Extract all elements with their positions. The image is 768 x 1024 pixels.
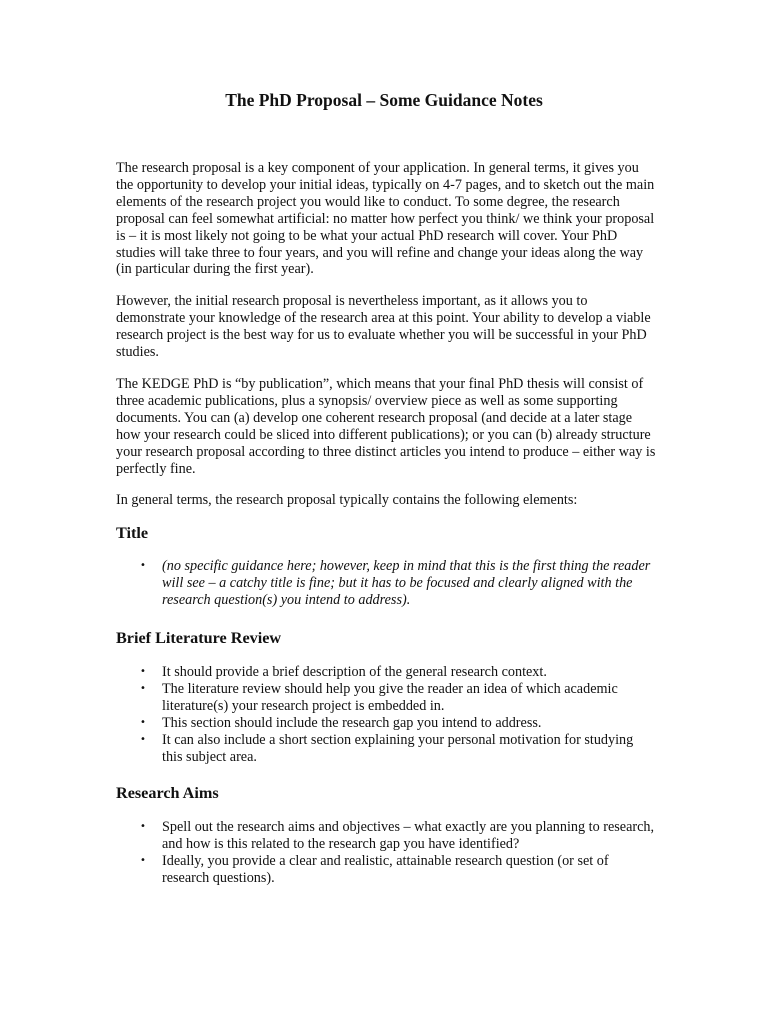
title-bullet-list [116, 558, 656, 609]
list-item [116, 715, 656, 732]
section-heading-literature-review: Brief Literature Review [116, 629, 282, 648]
section-heading-title: Title [116, 524, 149, 543]
intro-paragraph: The research proposal is a key component of your application. In general terms, it gives you the opportunity to develop your initial ideas, typically on 4-7 pages, and to sketch out the main elements of the research project you would like to conduct. To some degree, the research proposal can feel somewhat artificial: no matter how perfect you think/ we think your proposal is – it is most likely not going to be what your actual PhD research will cover. Your PhD studies will take three to four years, and you will refine and change your ideas along the way (in particular during the first year). [116, 160, 655, 278]
bullet-text: It should provide a brief description of the general research context. [162, 664, 547, 681]
list-item [116, 853, 656, 887]
bullet-text: The literature review should help you give the reader an idea of which academic literature(s) your research project is embedded in. [162, 680, 618, 714]
bullet-text: It can also include a short section explaining your personal motivation for studying this subject area. [162, 731, 634, 765]
bullet-icon: • [140, 560, 146, 572]
document-body [116, 160, 656, 887]
section-heading-research-aims: Research Aims [116, 784, 219, 803]
document-title: The PhD Proposal – Some Guidance Notes [225, 90, 543, 110]
literature-bullet-list [116, 664, 656, 765]
importance-paragraph: However, the initial research proposal is nevertheless important, as it allows you to demonstrate your knowledge of the research area at this point. Your ability to develop a viable research project is the best way for us to evaluate whether you will be successful in your PhD studies. [116, 293, 651, 361]
bullet-text: This section should include the research gap you intend to address. [162, 714, 542, 731]
aims-bullet-list [116, 819, 656, 887]
list-item [116, 558, 656, 609]
list-item [116, 732, 656, 766]
bullet-icon: • [140, 733, 146, 745]
bullet-text: Ideally, you provide a clear and realistic, attainable research question (or set of research questions). [162, 853, 609, 887]
bullet-icon: • [140, 716, 146, 728]
list-item [116, 819, 656, 853]
bullet-icon: • [140, 855, 146, 867]
publication-paragraph: The KEDGE PhD is “by publication”, which means that your final PhD thesis will consist of three academic publications, plus a synopsis/ overview piece as well as some supporting documents. You can (a) develop one coherent research proposal (and decide at a later stage how your research could be sliced into different publications); or you can (b) already structure your research proposal according to three distinct articles you intend to produce – either way is perfectly fine. [116, 375, 656, 477]
bullet-text: Spell out the research aims and objectives – what exactly are you planning to research, and how is this related to the research gap you have identified? [162, 819, 655, 853]
bullet-text: (no specific guidance here; however, keep in mind that this is the first thing the reader will see – a catchy title is fine; but it has to be focused and clearly aligned with the research question(s) you intend to address). [162, 558, 651, 609]
bullet-icon: • [140, 666, 146, 678]
elements-intro-paragraph: In general terms, the research proposal typically contains the following elements: [116, 492, 578, 509]
bullet-icon: • [140, 821, 146, 833]
list-item [116, 664, 656, 681]
bullet-icon: • [140, 682, 146, 694]
list-item [116, 681, 656, 715]
